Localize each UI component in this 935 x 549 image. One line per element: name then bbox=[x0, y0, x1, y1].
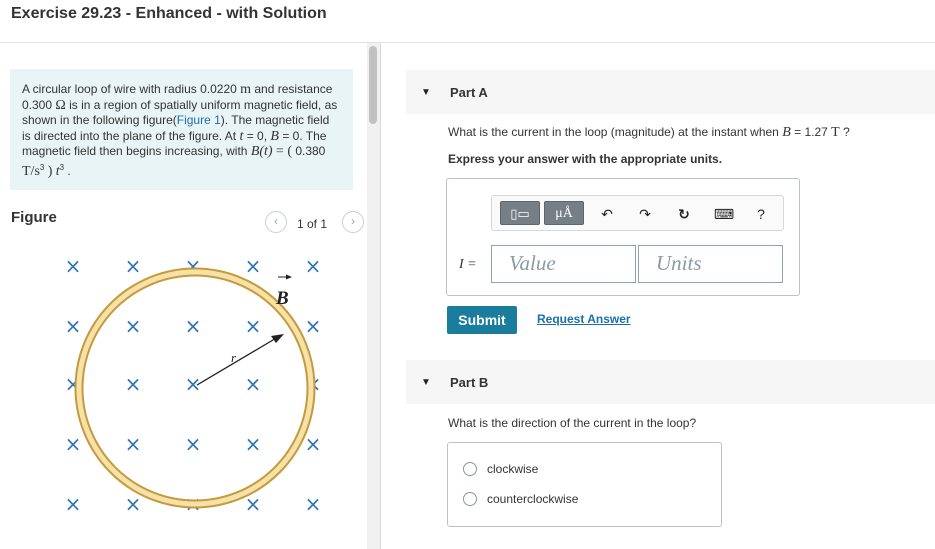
collapse-caret-icon[interactable]: ▼ bbox=[421, 377, 431, 388]
undo-button[interactable] bbox=[596, 202, 618, 226]
help-icon: ? bbox=[757, 206, 765, 222]
field-cross-icon: × bbox=[244, 314, 262, 338]
redo-button[interactable] bbox=[634, 202, 656, 226]
radius-label: r bbox=[231, 350, 237, 365]
problem-text: and resistance bbox=[254, 82, 333, 96]
question-unit: T bbox=[831, 125, 840, 140]
field-cross-icon: × bbox=[64, 492, 82, 516]
field-cross-icon: × bbox=[64, 372, 82, 396]
field-cross-icon: × bbox=[304, 254, 322, 278]
figure-pager: 1 of 1 bbox=[297, 217, 328, 231]
problem-text: A circular loop of wire with radius bbox=[22, 82, 197, 96]
current-input-label bbox=[459, 257, 477, 273]
question-text: ? bbox=[843, 125, 850, 139]
templates-icon: ▯▭ bbox=[510, 206, 530, 221]
field-cross-icon: × bbox=[244, 254, 262, 278]
page-title: Exercise 29.23 - Enhanced - with Solution bbox=[11, 5, 327, 22]
exponent: 3 bbox=[59, 162, 65, 172]
prev-figure-button[interactable] bbox=[265, 211, 287, 233]
field-cross-icon: × bbox=[304, 314, 322, 338]
math-toolbar bbox=[491, 195, 784, 231]
math-var: t bbox=[55, 163, 60, 179]
option-label-counterclockwise[interactable]: counterclockwise bbox=[487, 492, 579, 506]
field-cross-icon: × bbox=[124, 372, 142, 396]
radius-arrowhead bbox=[271, 334, 284, 343]
question-value: = 1.27 bbox=[794, 125, 828, 139]
radio-counterclockwise[interactable] bbox=[463, 492, 477, 506]
field-cross-icon: × bbox=[64, 314, 82, 338]
problem-text: ). The magnetic field is directed into the plane of the figure. At bbox=[22, 113, 330, 143]
b-field-label: B bbox=[276, 288, 289, 309]
question-text: What is the current in the loop (magnitude) at the instant when bbox=[448, 125, 779, 139]
chevron-left-icon: ‹ bbox=[274, 214, 278, 228]
math-op: = ( bbox=[275, 144, 292, 159]
column-divider bbox=[380, 43, 381, 549]
direction-options bbox=[447, 442, 722, 527]
units-input[interactable]: Units bbox=[638, 245, 783, 283]
help-button[interactable] bbox=[750, 202, 772, 226]
problem-statement bbox=[10, 69, 353, 190]
field-cross-icon: × bbox=[64, 254, 82, 278]
math-var: t bbox=[239, 128, 244, 144]
field-cross-icon: × bbox=[124, 254, 142, 278]
units-button[interactable] bbox=[544, 201, 584, 225]
value-input[interactable]: Value bbox=[491, 245, 636, 283]
templates-button[interactable] bbox=[500, 201, 540, 225]
field-cross-icon: × bbox=[304, 372, 322, 396]
radio-clockwise[interactable] bbox=[463, 462, 477, 476]
figure-link[interactable]: Figure 1 bbox=[176, 113, 221, 127]
problem-text: is in a region of spatially uniform magnetic field, as shown in the following figure( bbox=[22, 97, 338, 127]
magnetic-field-figure bbox=[40, 245, 350, 535]
field-cross-icon: × bbox=[184, 432, 202, 456]
field-cross-icon: × bbox=[184, 372, 202, 396]
part-a-instruction: Express your answer with the appropriate units. bbox=[448, 152, 723, 166]
reset-button[interactable] bbox=[673, 202, 695, 226]
coefficient-value: 0.380 bbox=[295, 144, 326, 158]
math-var: B bbox=[270, 128, 279, 144]
field-cross-icon: × bbox=[124, 314, 142, 338]
field-cross-icon: × bbox=[304, 432, 322, 456]
field-cross-icon: × bbox=[64, 432, 82, 456]
field-cross-icon: × bbox=[244, 432, 262, 456]
redo-icon: ↷ bbox=[639, 206, 651, 222]
collapse-caret-icon[interactable]: ▼ bbox=[421, 87, 431, 98]
math-op: ) bbox=[47, 163, 53, 179]
request-answer-link[interactable]: Request Answer bbox=[537, 312, 631, 326]
problem-text: = 0, bbox=[246, 128, 268, 143]
part-b-question: What is the direction of the current in the loop? bbox=[448, 416, 697, 430]
radius-line bbox=[197, 337, 278, 385]
part-a-question bbox=[448, 125, 850, 141]
coefficient-unit: T/s bbox=[22, 163, 40, 179]
problem-text: = 0. The magnetic field then begins increasing, with bbox=[22, 128, 327, 158]
field-cross-icon: × bbox=[124, 492, 142, 516]
radius-unit: m bbox=[240, 82, 252, 97]
input-label-text: I = bbox=[459, 257, 477, 272]
field-cross-icon: × bbox=[244, 372, 262, 396]
undo-icon: ↶ bbox=[601, 206, 613, 222]
field-cross-icon: × bbox=[304, 492, 322, 516]
field-cross-icon: × bbox=[184, 254, 202, 278]
next-figure-button[interactable] bbox=[342, 211, 364, 233]
field-cross-icon: × bbox=[184, 314, 202, 338]
math-var: B(t) bbox=[250, 144, 273, 159]
option-label-clockwise[interactable]: clockwise bbox=[487, 462, 539, 476]
resistance-unit: Ω bbox=[55, 97, 66, 113]
field-cross-icon: × bbox=[184, 492, 202, 516]
radius-value: 0.0220 bbox=[200, 82, 237, 96]
part-a-title: Part A bbox=[450, 85, 488, 100]
exponent: 3 bbox=[39, 162, 45, 172]
units-icon: μÅ bbox=[555, 206, 573, 221]
keyboard-button[interactable] bbox=[711, 202, 737, 226]
field-cross-icon: × bbox=[124, 432, 142, 456]
chevron-right-icon: › bbox=[351, 214, 355, 228]
b-vector-arrowhead bbox=[286, 275, 292, 280]
scrollbar-thumb[interactable] bbox=[369, 46, 377, 124]
math-var: B bbox=[782, 125, 791, 140]
figure-label: Figure bbox=[11, 209, 57, 226]
submit-button[interactable]: Submit bbox=[447, 306, 517, 334]
keyboard-icon: ⌨ bbox=[713, 206, 735, 222]
problem-text: . bbox=[67, 163, 71, 178]
part-b-title: Part B bbox=[450, 375, 489, 390]
reset-icon: ↻ bbox=[678, 206, 690, 222]
field-cross-icon: × bbox=[244, 492, 262, 516]
resistance-value: 0.300 bbox=[22, 97, 53, 112]
header-divider bbox=[0, 42, 935, 43]
